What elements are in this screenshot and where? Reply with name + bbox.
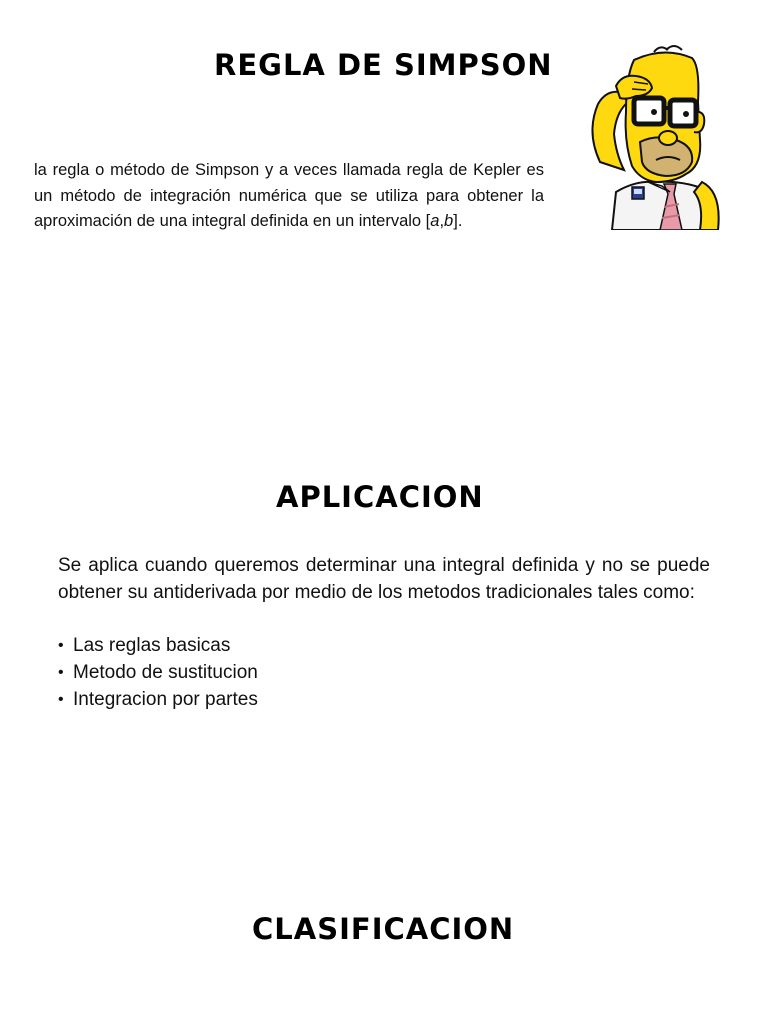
- intro-paragraph: [34, 158, 544, 235]
- page-title: REGLA DE SIMPSON: [214, 48, 553, 82]
- list-item: [58, 686, 258, 713]
- list-item-label: Integracion por partes: [73, 689, 258, 710]
- list-item: [58, 632, 258, 659]
- intro-text: la regla o método de Simpson y a veces llamada regla de Kepler es un método de integración numérica que se utiliza para obtener la aproximación de una integral definida en un intervalo [: [34, 161, 544, 230]
- glasses: [634, 98, 696, 126]
- bullet-glyph: •: [58, 664, 64, 681]
- interval-comma: ,: [439, 212, 445, 230]
- interval-var-b: b: [444, 212, 454, 230]
- bullet-glyph: •: [58, 637, 64, 654]
- aplicacion-list: [58, 632, 258, 713]
- interval-var-a: a: [430, 212, 440, 230]
- arm-raised: [592, 92, 628, 170]
- section-heading-clasificacion: CLASIFICACION: [252, 912, 515, 946]
- list-item-label: Metodo de sustitucion: [73, 662, 258, 683]
- list-item: [58, 659, 258, 686]
- homer-simpson-illustration: [576, 42, 728, 230]
- aplicacion-paragraph: Se aplica cuando queremos determinar una integral definida y no se puede obtener su antiderivada por medio de los metodos tradicionales tales como:: [58, 555, 710, 603]
- interval-close: ].: [453, 212, 463, 230]
- section-heading-aplicacion: APLICACION: [276, 480, 484, 514]
- list-item-label: Las reglas basicas: [73, 635, 231, 656]
- bullet-glyph: •: [58, 691, 64, 708]
